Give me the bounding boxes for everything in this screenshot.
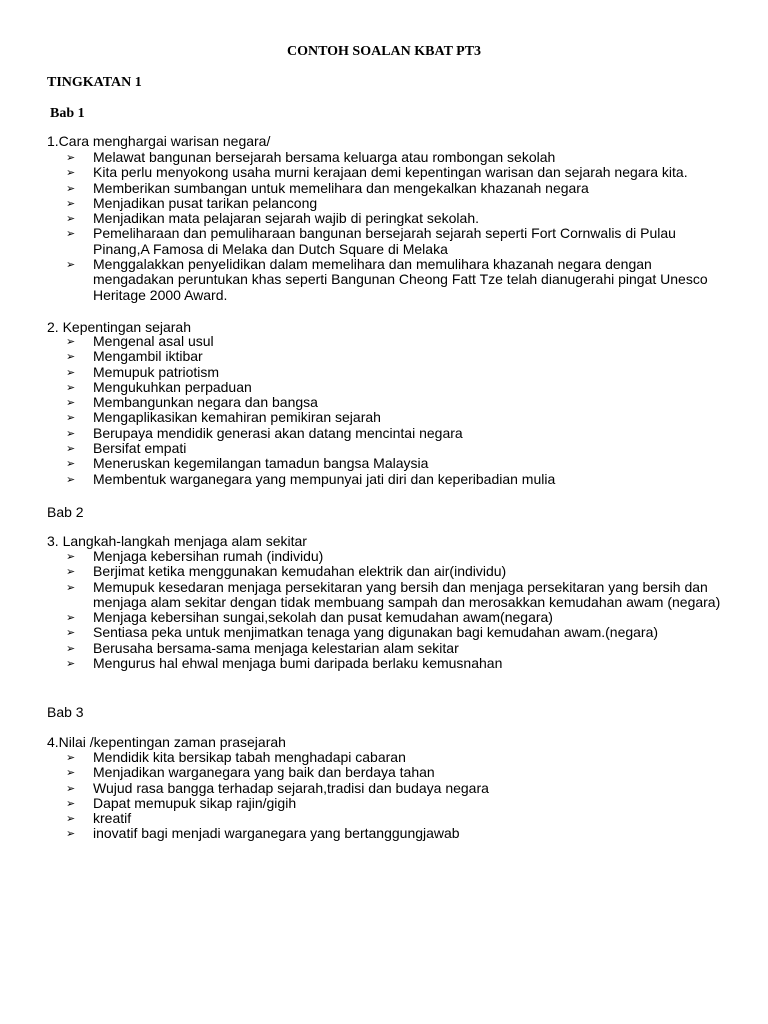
arrowhead-bullet-icon: ➢ [66,350,76,364]
list-item-text: Menjadikan pusat tarikan pelancong [93,194,318,211]
list-item-text: Memberikan sumbangan untuk memelihara dan mengekalkan khazanah negara [93,179,589,196]
list-item-text: Memupuk patriotism [93,363,220,380]
list-item-text: Menggalakkan penyelidikan dalam memelihara dan memulihara khazanah negara dengan mengadakan peruntukan khas seperti Bangunan Cheong Fatt Tze telah dianugerahi pingat Unesco Heritage 2000 Award. [93,256,708,303]
arrowhead-bullet-icon: ➢ [66,796,76,810]
list-item-text: Kita perlu menyokong usaha murni kerajaan demi kepentingan warisan dan sejarah negara kita. [93,164,688,181]
list-item-text: Berusaha bersama-sama menjaga kelestarian alam sekitar [93,639,459,656]
list-item [66,472,726,487]
arrowhead-bullet-icon: ➢ [66,472,76,486]
list-item-text: Menjadikan mata pelajaran sejarah wajib di peringkat sekolah. [93,210,480,227]
arrowhead-bullet-icon: ➢ [66,166,76,180]
list-item [66,656,726,671]
arrowhead-bullet-icon: ➢ [66,751,76,764]
list-item [66,441,726,456]
list-item-text: Melawat bangunan bersejarah bersama keluarga atau rombongan sekolah [93,149,556,165]
list-item-text: Menjaga kebersihan sungai,sekolah dan pusat kemudahan awam(negara) [93,609,553,626]
question-heading-3: 3. Langkah-langkah menjaga alam sekitar [47,533,307,549]
list-item-text: Mengukuhkan perpaduan [93,378,252,395]
list-item [66,750,726,765]
list-item-text: Berjimat ketika menggunakan kemudahan elektrik dan air(individu) [93,563,507,580]
list-item [66,365,726,380]
list-item [66,765,726,780]
chapter-heading-bab-3: Bab 3 [47,704,84,720]
answer-list-1 [66,150,726,303]
list-item [66,410,726,425]
chapter-heading-bab-2: Bab 2 [47,504,84,520]
list-item [66,549,726,564]
list-item [66,796,726,811]
question-heading-1: 1.Cara menghargai warisan negara/ [47,133,271,149]
arrowhead-bullet-icon: ➢ [66,812,76,826]
arrowhead-bullet-icon: ➢ [66,151,76,164]
arrowhead-bullet-icon: ➢ [66,335,76,348]
arrowhead-bullet-icon: ➢ [66,227,76,241]
arrowhead-bullet-icon: ➢ [66,411,76,425]
list-item [66,641,726,656]
list-item [66,196,726,211]
list-item [66,257,726,303]
list-item-text: Meneruskan kegemilangan tamadun bangsa Malaysia [93,455,429,472]
list-item [66,456,726,471]
list-item [66,781,726,796]
list-item [66,426,726,441]
arrowhead-bullet-icon: ➢ [66,181,76,195]
arrowhead-bullet-icon: ➢ [66,827,76,841]
list-item-text: Membentuk warganegara yang mempunyai jati diri dan keperibadian mulia [93,470,556,487]
arrowhead-bullet-icon: ➢ [66,380,76,394]
answer-list-3 [66,549,726,671]
list-item [66,181,726,196]
list-item-text: Menjaga kebersihan rumah (individu) [93,548,324,564]
arrowhead-bullet-icon: ➢ [66,258,76,272]
list-item-text: Membangunkan negara dan bangsa [93,394,318,411]
list-item [66,380,726,395]
list-item [66,150,726,165]
document-title: CONTOH SOALAN KBAT PT3 [286,44,482,59]
list-item-text: Memupuk kesedaran menjaga persekitaran yang bersih dan menjaga persekitaran yang bersih dan menjaga alam sekitar dengan tidak membuang sampah dan merosakkan kemudahan awam (negara) [93,578,721,610]
form-heading: TINGKATAN 1 [47,75,142,90]
arrowhead-bullet-icon: ➢ [66,641,76,655]
list-item-text: Dapat memupuk sikap rajin/gigih [93,794,297,811]
arrowhead-bullet-icon: ➢ [66,611,76,625]
question-heading-4: 4.Nilai /kepentingan zaman prasejarah [47,734,286,750]
arrowhead-bullet-icon: ➢ [66,565,76,579]
list-item [66,811,726,826]
arrowhead-bullet-icon: ➢ [66,365,76,379]
answer-list-2 [66,334,726,487]
list-item-text: Mengurus hal ehwal menjaga bumi daripada berlaku kemusnahan [93,655,503,672]
arrowhead-bullet-icon: ➢ [66,457,76,471]
list-item-text: inovatif bagi menjadi warganegara yang bertanggungjawab [93,825,460,842]
list-item [66,564,726,579]
list-item-text: Menjadikan warganegara yang baik dan berdaya tahan [93,764,435,781]
list-item-text: Mengaplikasikan kemahiran pemikiran sejarah [93,409,381,426]
arrowhead-bullet-icon: ➢ [66,580,76,594]
list-item [66,395,726,410]
list-item-text: Sentiasa peka untuk menjimatkan tenaga yang digunakan bagi kemudahan awam.(negara) [93,624,659,641]
list-item-text: Mengenal asal usul [93,333,214,349]
list-item [66,165,726,180]
chapter-heading-bab-1: Bab 1 [50,106,85,121]
arrowhead-bullet-icon: ➢ [66,196,76,210]
list-item-text: Bersifat empati [93,440,187,457]
arrowhead-bullet-icon: ➢ [66,442,76,456]
list-item [66,625,726,640]
question-heading-2: 2. Kepentingan sejarah [47,319,191,335]
list-item [66,334,726,349]
arrowhead-bullet-icon: ➢ [66,396,76,410]
arrowhead-bullet-icon: ➢ [66,212,76,226]
list-item-text: kreatif [93,810,132,827]
arrowhead-bullet-icon: ➢ [66,766,76,780]
arrowhead-bullet-icon: ➢ [66,426,76,440]
arrowhead-bullet-icon: ➢ [66,657,76,671]
list-item [66,211,726,226]
list-item [66,580,726,611]
list-item-text: Mengambil iktibar [93,348,203,365]
arrowhead-bullet-icon: ➢ [66,781,76,795]
list-item-text: Berupaya mendidik generasi akan datang mencintai negara [93,424,463,441]
list-item [66,349,726,364]
list-item [66,610,726,625]
list-item-text: Pemeliharaan dan pemuliharaan bangunan bersejarah sejarah seperti Fort Cornwalis di Pulau Pinang,A Famosa di Melaka dan Dutch Square di Melaka [93,225,676,257]
list-item-text: Wujud rasa bangga terhadap sejarah,tradisi dan budaya negara [93,779,489,796]
answer-list-4 [66,750,726,842]
list-item-text: Mendidik kita bersikap tabah menghadapi cabaran [93,749,406,765]
arrowhead-bullet-icon: ➢ [66,550,76,563]
list-item [66,826,726,841]
list-item [66,226,726,257]
arrowhead-bullet-icon: ➢ [66,626,76,640]
